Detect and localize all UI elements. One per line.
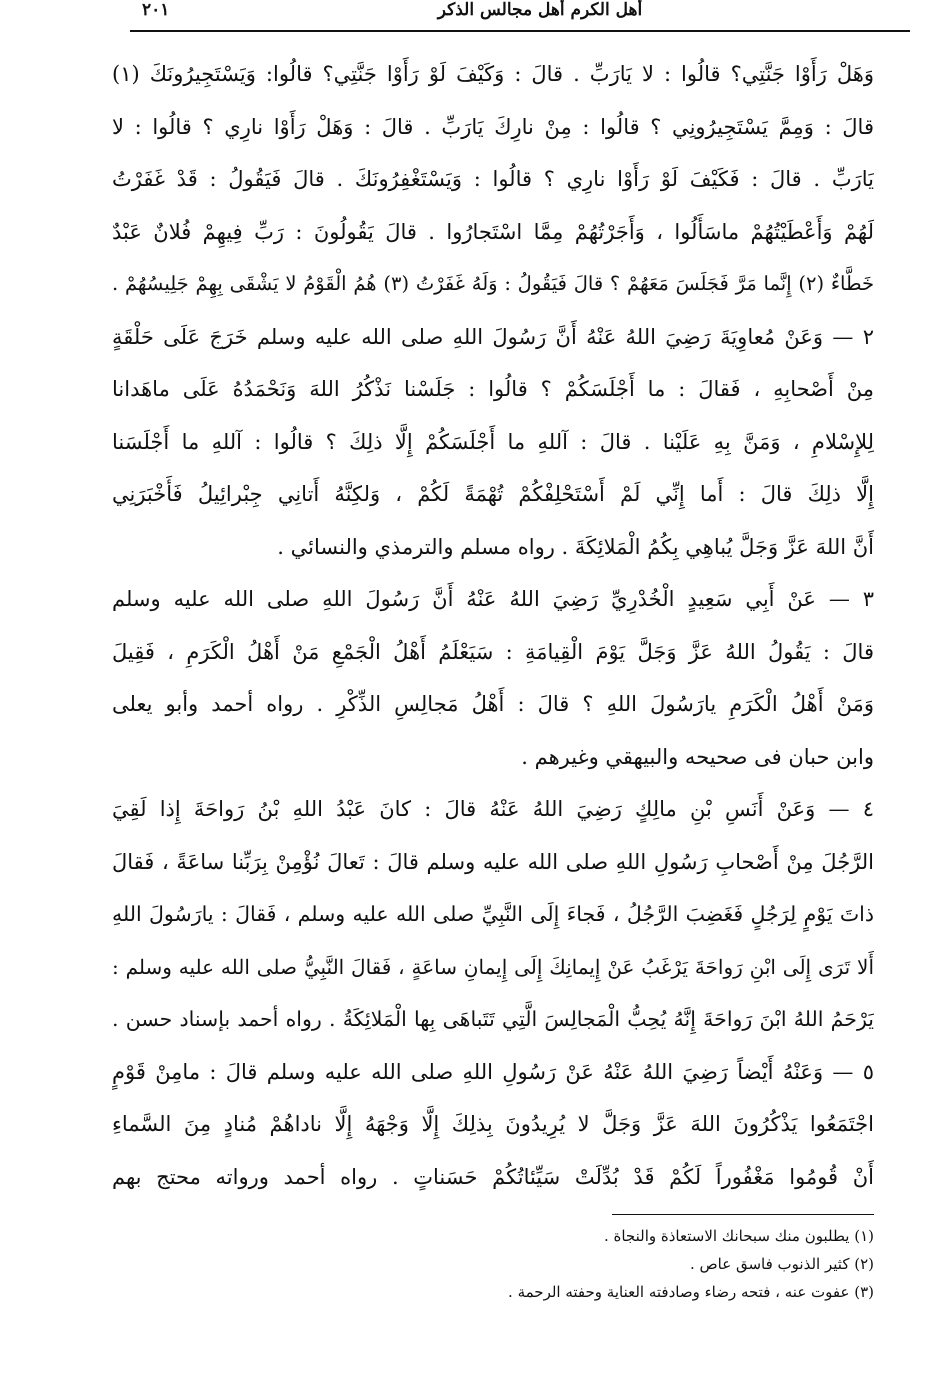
- footnotes: [300, 1222, 874, 1306]
- footnote: (١) يطلبون منك سبحانك الاستعاذة والنجاة .: [603, 1227, 874, 1245]
- text-line: اجْتَمَعُوا يَذْكُرُونَ اللهَ عَزَّ وَجَلَّ لا يُرِيدُونَ بِذلِكَ إِلَّا وَجْهَهُ إِلَّا ناداهُمْ مُنادٍ مِنَ السَّماءِ: [112, 1112, 874, 1136]
- text-line: ٥ — وَعَنْهُ أَيْضاً رَضِيَ اللهُ عَنْهُ عَنْ رَسُولِ اللهِ صلى الله عليه وسلم قالَ : مامِنْ قَوْمٍ: [112, 1059, 874, 1084]
- text-line: ذاتَ يَوْمٍ لِرَجُلٍ فَغَضِبَ الرَّجُلُ ، فَجاءَ إِلَى النَّبِيِّ صلى الله عليه وسلم ، فَقالَ : يارَسُولَ اللهِ: [112, 902, 874, 926]
- text-line: أَنْ قُومُوا مَغْفُوراً لَكُمْ قَدْ بُدِّلَتْ سَيِّئاتُكُمْ حَسَناتٍ . رواه أحمد ورواته محتج بهم: [112, 1164, 874, 1189]
- text-line: وَهَلْ رَأَوْا جَنَّتِي؟ قالُوا : لا يَارَبِّ . قالَ : وَكَيْفَ لَوْ رَأَوْا جَنَّتِي؟ قالُوا: وَيَسْتَجِيرُونَكَ (١): [112, 62, 874, 86]
- running-title: أهل الكرم أهل مجالس الذكر: [437, 0, 643, 20]
- text-line: يَرْحَمُ اللهُ ابْنَ رَواحَةَ إِنَّهُ يُحِبُّ الْمَجالِسَ الَّتِي تَتَباهَى بِها الْمَلائِكَةُ . رواه أحمد بإسناد حسن .: [112, 1007, 874, 1031]
- footnote: (٣) عفوت عنه ، فتحه رضاء وصادفته العناية وحفته الرحمة .: [508, 1283, 874, 1301]
- page-number: ٢٠١: [142, 0, 170, 20]
- text-line: يَارَبِّ . قالَ : فَكَيْفَ لَوْ رَأَوْا نارِي ؟ قالُوا : وَيَسْتَغْفِرُونَكَ . قالَ فَيَقُولُ : قَدْ غَفَرْتُ: [112, 167, 874, 191]
- text-line: الرَّجُلَ مِنْ أَصْحابِ رَسُولِ اللهِ صلى الله عليه وسلم قالَ : تَعالَ نُؤْمِنْ بِرَبِّنا ساعَةً ، فَقالَ: [112, 849, 874, 874]
- text-line: لِلإِسْلامِ ، وَمَنَّ بِهِ عَلَيْنا . قالَ : آللهِ ما أَجْلَسَكُمْ إِلَّا ذلِكَ ؟ قالُوا : آللهِ ما أَجْلَسَنا: [112, 429, 874, 454]
- text-line: إِلَّا ذلِكَ قالَ : أَما إِنِّي لَمْ أَسْتَحْلِفْكُمْ تُهْمَةً لَكُمْ ، وَلكِنَّهُ أَتانِي جِبْرائِيلُ فَأَخْبَرَنِي: [112, 482, 874, 506]
- text-line: أَنَّ اللهَ عَزَّ وَجَلَّ يُباهِي بِكُمُ الْمَلائِكَةَ . رواه مسلم والترمذي والنسائي .: [277, 534, 874, 559]
- text-line: وَمَنْ أَهْلُ الْكَرَمِ يارَسُولَ اللهِ ؟ قالَ : أَهْلُ مَجالِسِ الذِّكْرِ . رواه أحمد وأبو يعلى: [112, 692, 874, 716]
- text-line: خَطَّاءٌ (٢) إِنَّما مَرَّ فَجَلَسَ مَعَهُمْ ؟ قالَ فَيَقُولُ : وَلَهُ غَفَرْتُ (٣) هُمُ الْقَوْمُ لا يَشْقَى بِهِمْ جَلِيسُهُمْ .: [112, 272, 874, 295]
- text-line: وابن حبان فى صحيحه والبيهقي وغيرهم .: [521, 744, 874, 769]
- text-line: قالَ : وَمِمَّ يَسْتَجِيرُونِي ؟ قالُوا : مِنْ نارِكَ يَارَبِّ . قالَ : وَهَلْ رَأَوْا نارِي ؟ قالُوا : لا: [112, 114, 874, 139]
- text-line: أَلا تَرَى إِلَى ابْنِ رَواحَةَ يَرْغَبُ عَنْ إِيمانِكَ إِلَى إِيمانِ ساعَةٍ ، فَقالَ النَّبِيُّ صلى الله عليه وسلم :: [112, 954, 874, 979]
- text-line: لَهُمْ وَأَعْطَيْتُهُمْ ماسَأَلُوا ، وَأَجَرْتُهُمْ مِمَّا اسْتَجارُوا . قالَ يَقُولُونَ : رَبِّ فِيهِمْ فُلانٌ عَبْدٌ: [112, 219, 874, 244]
- hadith-text-block: [112, 48, 874, 1203]
- text-line: ٤ — وَعَنْ أَنَسِ بْنِ مالِكٍ رَضِيَ اللهُ عَنْهُ قالَ : كانَ عَبْدُ اللهِ بْنُ رَواحَةَ إِذا لَقِيَ: [112, 797, 874, 821]
- text-line: ٢ — وَعَنْ مُعاوِيَةَ رَضِيَ اللهُ عَنْهُ أَنَّ رَسُولَ اللهِ صلى الله عليه وسلم خَرَجَ عَلَى حَلْقَةٍ: [112, 324, 874, 349]
- running-header: [130, 0, 910, 32]
- text-line: ٣ — عَنْ أَبِي سَعِيدٍ الْخُدْرِيِّ رَضِيَ اللهُ عَنْهُ أَنَّ رَسُولَ اللهِ صلى الله عليه وسلم: [112, 587, 874, 611]
- footnote: (٢) كثير الذنوب فاسق عاص .: [690, 1255, 874, 1273]
- text-line: مِنْ أَصْحابِهِ ، فَقالَ : ما أَجْلَسَكُمْ ؟ قالُوا : جَلَسْنا نَذْكُرُ اللهَ وَنَحْمَدُهُ عَلَى ماهَدانا: [112, 377, 874, 401]
- footnote-divider: [612, 1214, 874, 1215]
- text-line: قالَ : يَقُولُ اللهُ عَزَّ وَجَلَّ يَوْمَ الْقِيامَةِ : سَيَعْلَمُ أَهْلُ الْجَمْعِ مَنْ أَهْلُ الْكَرَمِ ، فَقِيلَ: [112, 639, 874, 664]
